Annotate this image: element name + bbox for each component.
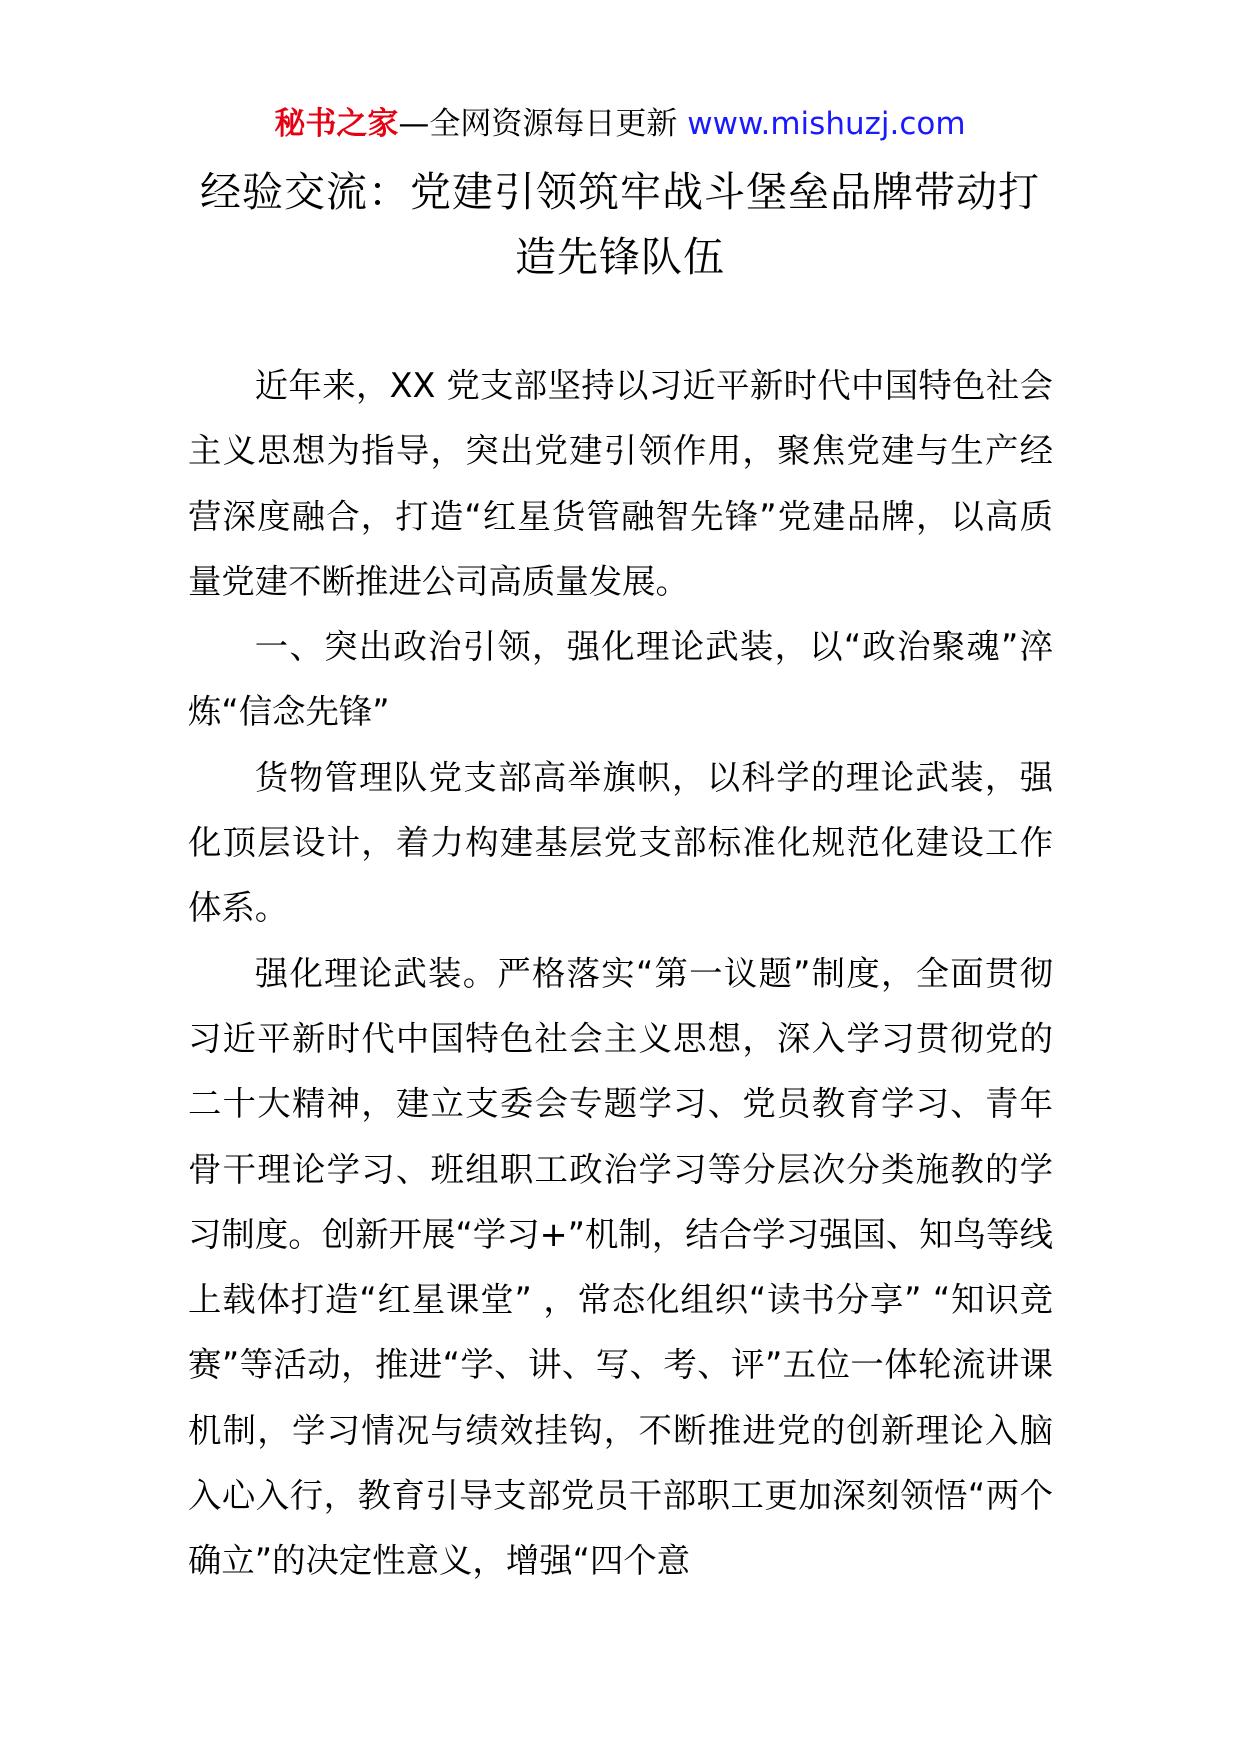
intro-paragraph: 近年来，XX 党支部坚持以习近平新时代中国特色社会主义思想为指导，突出党建引领作用，聚焦党建与生产经营深度融合，打造“红星货管融智先锋”党建品牌，以高质量党建不断推进公司高质量发展。 — [188, 366, 1053, 601]
section-heading: 一、突出政治引领，强化理论武装，以“政治聚魂”淬炼“信念先锋” — [188, 627, 1053, 732]
header-tagline: —全网资源每日更新 — [398, 106, 688, 142]
document-body — [188, 353, 1053, 1594]
site-header — [0, 100, 1240, 148]
body-paragraph: 货物管理队党支部高举旗帜，以科学的理论武装，强化顶层设计，着力构建基层党支部标准化规范化建设工作体系。 — [188, 757, 1053, 928]
brand-name: 秘书之家 — [274, 106, 399, 142]
document-title: 经验交流：党建引领筑牢战斗堡垒品牌带动打造先锋队伍 — [200, 168, 1040, 281]
body-paragraph: 强化理论武装。严格落实“第一议题”制度，全面贯彻习近平新时代中国特色社会主义思想，深入学习贯彻党的二十大精神，建立支委会专题学习、党员教育学习、青年骨干理论学习、班组职工政治学习等分层次分类施教的学习制度。创新开展“学习+”机制，结合学习强国、知鸟等线上载体打造“红星课堂” ，常态化组织“读书分享” “知识竞赛”等活动，推进“学、讲、写、考、评”五位一体轮流讲课机制，学习情况与绩效挂钩，不断推进党的创新理论入脑入心入行，教育引导支部党员干部职工更加深刻领悟“两个确立”的决定性意义，增强“四个意 — [188, 953, 1053, 1581]
site-url-link[interactable]: www.mishuzj.com — [687, 106, 966, 142]
